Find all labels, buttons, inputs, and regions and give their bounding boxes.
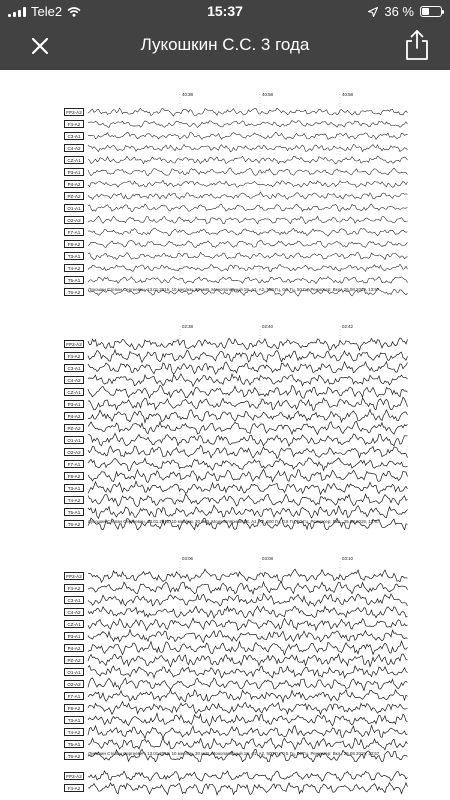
share-icon[interactable] — [402, 28, 432, 62]
eeg-trace — [88, 606, 408, 618]
channel-label: CZ-A1 — [64, 388, 84, 396]
channel-label: F4-A2 — [64, 784, 84, 792]
nav-bar — [0, 22, 450, 70]
eeg-page — [60, 320, 408, 530]
page-footer: Лукошин Степан Сергеевич, 13.01.2016, 10 мес/мм, 30 мкВ, Монополярный 18, A1, A2, 500 Гц, 0.5 Гц, 50 Гц, Режиссер: Вкл., 26.08.2019, 13:57 — [88, 287, 380, 292]
channel-label: C4-A2 — [64, 376, 84, 384]
page-footer: Лукошин Степан Сергеевич, 13.01.2016, 10 мес/мм, 30 мкВ, Монополярный 18, A1, A2, 500 Гц, 0.5 Гц, 50 Гц, Режиссер: Вкл., 26.08.2019, 13:57 — [88, 519, 380, 524]
channel-label: T4-A2 — [64, 496, 84, 504]
eeg-trace — [88, 168, 408, 176]
eeg-trace — [88, 505, 408, 518]
channel-label: T3-A1 — [64, 716, 84, 724]
time-label: 03:10 — [342, 556, 353, 561]
eeg-trace — [88, 385, 408, 398]
channel-label: F7-A1 — [64, 228, 84, 236]
eeg-trace — [88, 458, 408, 471]
document-viewer[interactable] — [0, 70, 450, 800]
eeg-trace — [88, 192, 408, 200]
channel-label: PZ-A2 — [64, 656, 84, 664]
eeg-trace — [88, 481, 408, 494]
channel-label: T6-A2 — [64, 752, 84, 760]
eeg-trace — [88, 180, 408, 187]
channel-label: F4-A2 — [64, 352, 84, 360]
eeg-trace — [88, 422, 408, 435]
eeg-trace — [88, 132, 408, 139]
channel-label: P3-A1 — [64, 400, 84, 408]
channel-label: FP2-A2 — [64, 108, 84, 116]
channel-label: T5-A1 — [64, 276, 84, 284]
eeg-trace — [88, 228, 408, 236]
channel-label: T5-A1 — [64, 740, 84, 748]
channel-label: O1-A1 — [64, 436, 84, 444]
channel-label: FP2-A2 — [64, 340, 84, 348]
channel-label: O2-A2 — [64, 680, 84, 688]
eeg-trace — [88, 445, 408, 458]
eeg-trace — [88, 771, 408, 781]
eeg-trace — [88, 725, 408, 738]
eeg-trace — [88, 783, 408, 795]
channel-label: T4-A2 — [64, 264, 84, 272]
time-label: 40:58 — [342, 92, 353, 97]
channel-label: T3-A1 — [64, 252, 84, 260]
channel-label: O1-A1 — [64, 204, 84, 212]
location-arrow-icon — [368, 7, 378, 17]
eeg-trace — [88, 713, 408, 726]
channel-label: T3-A1 — [64, 484, 84, 492]
channel-label: O2-A2 — [64, 216, 84, 224]
channel-label: T5-A1 — [64, 508, 84, 516]
time-label: 03:06 — [182, 556, 193, 561]
channel-label: O1-A1 — [64, 668, 84, 676]
eeg-traces — [60, 552, 408, 762]
time-label: 03:08 — [262, 556, 273, 561]
battery-icon — [420, 6, 442, 17]
channel-label: P4-A2 — [64, 412, 84, 420]
eeg-trace — [88, 374, 408, 387]
channel-label: F4-A2 — [64, 120, 84, 128]
channel-label: P4-A2 — [64, 180, 84, 188]
channel-label: PZ-A2 — [64, 424, 84, 432]
eeg-page — [60, 552, 408, 762]
channel-label: P3-A1 — [64, 168, 84, 176]
channel-label: FP2-A2 — [64, 572, 84, 580]
time-label: 40:58 — [262, 92, 273, 97]
channel-label: PZ-A2 — [64, 192, 84, 200]
channel-label: C4-A2 — [64, 608, 84, 616]
eeg-trace — [88, 277, 408, 284]
channel-label: C3-A1 — [64, 596, 84, 604]
channel-label: F8-A2 — [64, 704, 84, 712]
channel-label: C3-A1 — [64, 364, 84, 372]
channel-label: F7-A1 — [64, 460, 84, 468]
eeg-trace — [88, 338, 408, 350]
eeg-trace — [88, 433, 408, 446]
channel-label: C3-A1 — [64, 132, 84, 140]
eeg-trace — [88, 630, 408, 643]
channel-label: C4-A2 — [64, 144, 84, 152]
time-label: 02:38 — [182, 324, 193, 329]
eeg-trace — [88, 120, 408, 127]
page-footer: Лукошин Степан Сергеевич, 13.01.2016, 10 мес/мм, 30 мкВ, Монополярный 18, A1, A2, 500 Гц, 0.5 Гц, 50 Гц, Режиссер: Вкл., 26.08.2019, 13:57 — [88, 751, 380, 756]
eeg-trace — [88, 397, 408, 410]
channel-label: F8-A2 — [64, 472, 84, 480]
eeg-trace — [88, 240, 408, 248]
eeg-page — [60, 88, 408, 298]
eeg-page — [60, 768, 408, 800]
channel-label: P3-A1 — [64, 632, 84, 640]
eeg-trace — [88, 216, 408, 224]
document-title: Лукошкин С.С. 3 года — [140, 35, 310, 54]
eeg-trace — [88, 494, 408, 507]
eeg-trace — [88, 144, 408, 151]
eeg-trace — [88, 690, 408, 703]
channel-label: FP2-A2 — [64, 772, 84, 780]
eeg-trace — [88, 409, 408, 422]
eeg-trace — [88, 593, 408, 606]
eeg-traces — [60, 88, 408, 298]
eeg-trace — [88, 252, 408, 259]
channel-label: F8-A2 — [64, 240, 84, 248]
time-label: 02:40 — [262, 324, 273, 329]
time-label: 40:38 — [182, 92, 193, 97]
channel-label: T6-A2 — [64, 288, 84, 296]
channel-label: CZ-A1 — [64, 620, 84, 628]
channel-label: P4-A2 — [64, 644, 84, 652]
battery-percent: 36 % — [384, 4, 414, 19]
eeg-trace — [88, 362, 408, 375]
eeg-trace — [88, 108, 408, 116]
eeg-trace — [88, 156, 408, 164]
channel-label: T4-A2 — [64, 728, 84, 736]
status-time: 15:37 — [207, 3, 243, 19]
channel-label: O2-A2 — [64, 448, 84, 456]
eeg-trace — [88, 569, 408, 583]
time-label: 02:42 — [342, 324, 353, 329]
eeg-trace — [88, 678, 408, 691]
eeg-trace — [88, 582, 408, 594]
eeg-trace — [88, 350, 408, 363]
eeg-trace — [88, 641, 408, 655]
channel-label: F4-A2 — [64, 584, 84, 592]
eeg-trace — [88, 666, 408, 678]
channel-label: F7-A1 — [64, 692, 84, 700]
eeg-trace — [88, 618, 408, 630]
channel-label: T6-A2 — [64, 520, 84, 528]
eeg-trace — [88, 264, 408, 271]
eeg-trace — [88, 654, 408, 667]
channel-label: CZ-A1 — [64, 156, 84, 164]
eeg-traces — [60, 768, 408, 800]
eeg-trace — [88, 204, 408, 212]
carrier-label: Tele2 — [31, 4, 63, 19]
eeg-trace — [88, 702, 408, 715]
top-bar — [0, 0, 450, 70]
status-bar — [0, 0, 450, 22]
eeg-trace — [88, 738, 408, 750]
eeg-traces — [60, 320, 408, 530]
